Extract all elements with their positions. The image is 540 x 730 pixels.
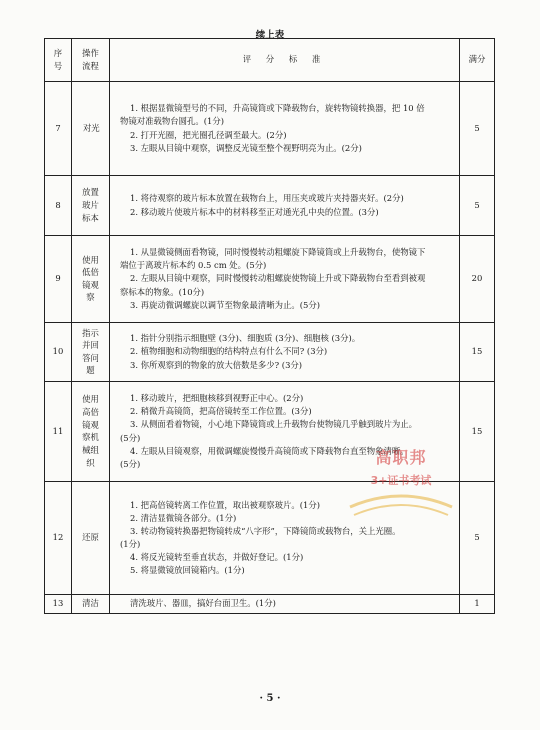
criteria-line: 察标本的物象。(10分) — [120, 286, 205, 297]
row-number: 10 — [45, 323, 72, 382]
criteria-line: 3. 你所观察到的物象的放大倍数是多少? (3分) — [130, 359, 303, 370]
criteria-line: 1. 移动玻片，把细胞核移到视野正中心。(2分) — [130, 393, 304, 404]
criteria-line: 1. 指针分别指示细胞壁 (3分)、细胞质 (3分)、细胞核 (3分)。 — [130, 333, 361, 344]
criteria-line: 3. 左眼从目镜中观察，调整反光镜至整个视野明亮为止。(2分) — [130, 142, 362, 153]
row-step: 对光 — [82, 123, 100, 134]
criteria-line: 3. 再旋动微调螺旋以调节至物象最清晰为止。(5分) — [130, 299, 321, 310]
header-step: 操作流程 — [82, 48, 99, 71]
row-number: 8 — [45, 176, 72, 236]
scoring-table — [44, 38, 495, 614]
criteria-line: 2. 移动玻片使玻片标本中的材料移至正对通光孔中央的位置。(3分) — [130, 206, 379, 217]
row-number: 9 — [45, 236, 72, 323]
criteria-line: 端位于离玻片标本约 0.5 cm 处。(5分) — [120, 260, 267, 271]
criteria-line: 4. 左眼从目镜观察，用微调螺旋慢慢升高镜筒或下降载物台直至物象清晰。 — [130, 445, 409, 456]
row-number: 12 — [45, 482, 72, 595]
table-row — [45, 236, 495, 323]
row-step: 清洁 — [72, 595, 110, 614]
table-header-row — [45, 39, 495, 82]
table-row — [45, 323, 495, 382]
row-number: 11 — [45, 382, 72, 482]
continued-title: 续上表 — [255, 30, 285, 41]
header-criteria: 评 分 标 准 — [110, 39, 460, 82]
row-step: 指示并回答问题 — [82, 327, 99, 376]
header-score: 满分 — [460, 39, 495, 82]
row-score: 5 — [460, 482, 495, 595]
criteria-line: 2. 打开光圈，把光圈孔径调至最大。(2分) — [130, 129, 287, 140]
header-no: 序号 — [53, 48, 63, 71]
page-number: · 5 · — [259, 693, 281, 704]
criteria-line: 2. 左眼从目镜中观察，同时慢慢转动粗螺旋使物镜上升或下降载物台至看到被观 — [130, 273, 426, 284]
watermark-tagline: 3+证书考试 — [370, 474, 432, 487]
criteria-line: 1. 把高倍镜转离工作位置，取出被观察玻片。(1分) — [130, 499, 321, 510]
row-step: 放置玻片标本 — [82, 187, 99, 223]
watermark-brand: 高职邦 — [375, 448, 427, 467]
table-row — [45, 82, 495, 176]
criteria-line: (1分) — [120, 539, 141, 549]
criteria-line: 2. 植物细胞和动物细胞的结构特点有什么不同? (3分) — [130, 346, 328, 357]
criteria-line: 1. 从显微镜侧面看物镜，同时慢慢转动粗螺旋下降镜筒或上升载物台，使物镜下 — [130, 247, 426, 258]
row-step: 还原 — [72, 482, 110, 595]
table-row — [45, 176, 495, 236]
criteria-line: 2. 稍微升高镜筒，把高倍镜转至工作位置。(3分) — [130, 406, 312, 417]
table-row — [45, 595, 495, 614]
criteria-line: (5分) — [120, 458, 141, 469]
criteria-line: 4. 将反光镜转至垂直状态，并做好登记。(1分) — [130, 552, 304, 563]
criteria-line: 1. 将待观察的玻片标本放置在载物台上，用压夹或玻片夹持器夹好。(2分) — [130, 193, 404, 204]
row-score: 15 — [460, 382, 495, 482]
table-row — [45, 482, 495, 595]
criteria-line: 5. 将显微镜放回镜箱内。(1分) — [130, 565, 245, 576]
row-score: 1 — [460, 595, 495, 614]
criteria-line: 3. 从侧面看着物镜，小心地下降镜筒或上升载物台使物镜几乎触到玻片为止。 — [130, 419, 418, 430]
criteria-line: 1. 根据显微镜型号的不同，升高镜筒或下降载物台，旋转物镜转换器，把 10 倍 — [130, 103, 425, 114]
row-score: 15 — [460, 323, 495, 382]
row-step: 使用低倍镜观察 — [82, 254, 99, 303]
criteria-line: 2. 清洁显微镜各部分。(1分) — [130, 512, 237, 523]
criteria-line: (5分) — [120, 432, 141, 443]
row-number: 13 — [45, 595, 72, 614]
criteria-line: 清洗玻片、器皿，搞好台面卫生。(1分) — [130, 598, 276, 609]
row-step: 使用高倍镜观察机械组织 — [82, 394, 99, 468]
table-row — [45, 382, 495, 482]
row-score: 5 — [460, 82, 495, 176]
row-score: 5 — [460, 176, 495, 236]
row-number: 7 — [45, 82, 72, 176]
criteria-line: 物镜对准载物台圆孔。(1分) — [120, 116, 224, 127]
row-score: 20 — [460, 236, 495, 323]
criteria-line: 3. 转动物镜转换器把物镜转成“八字形”，下降镜筒或载物台，关上光圈。 — [130, 525, 401, 536]
